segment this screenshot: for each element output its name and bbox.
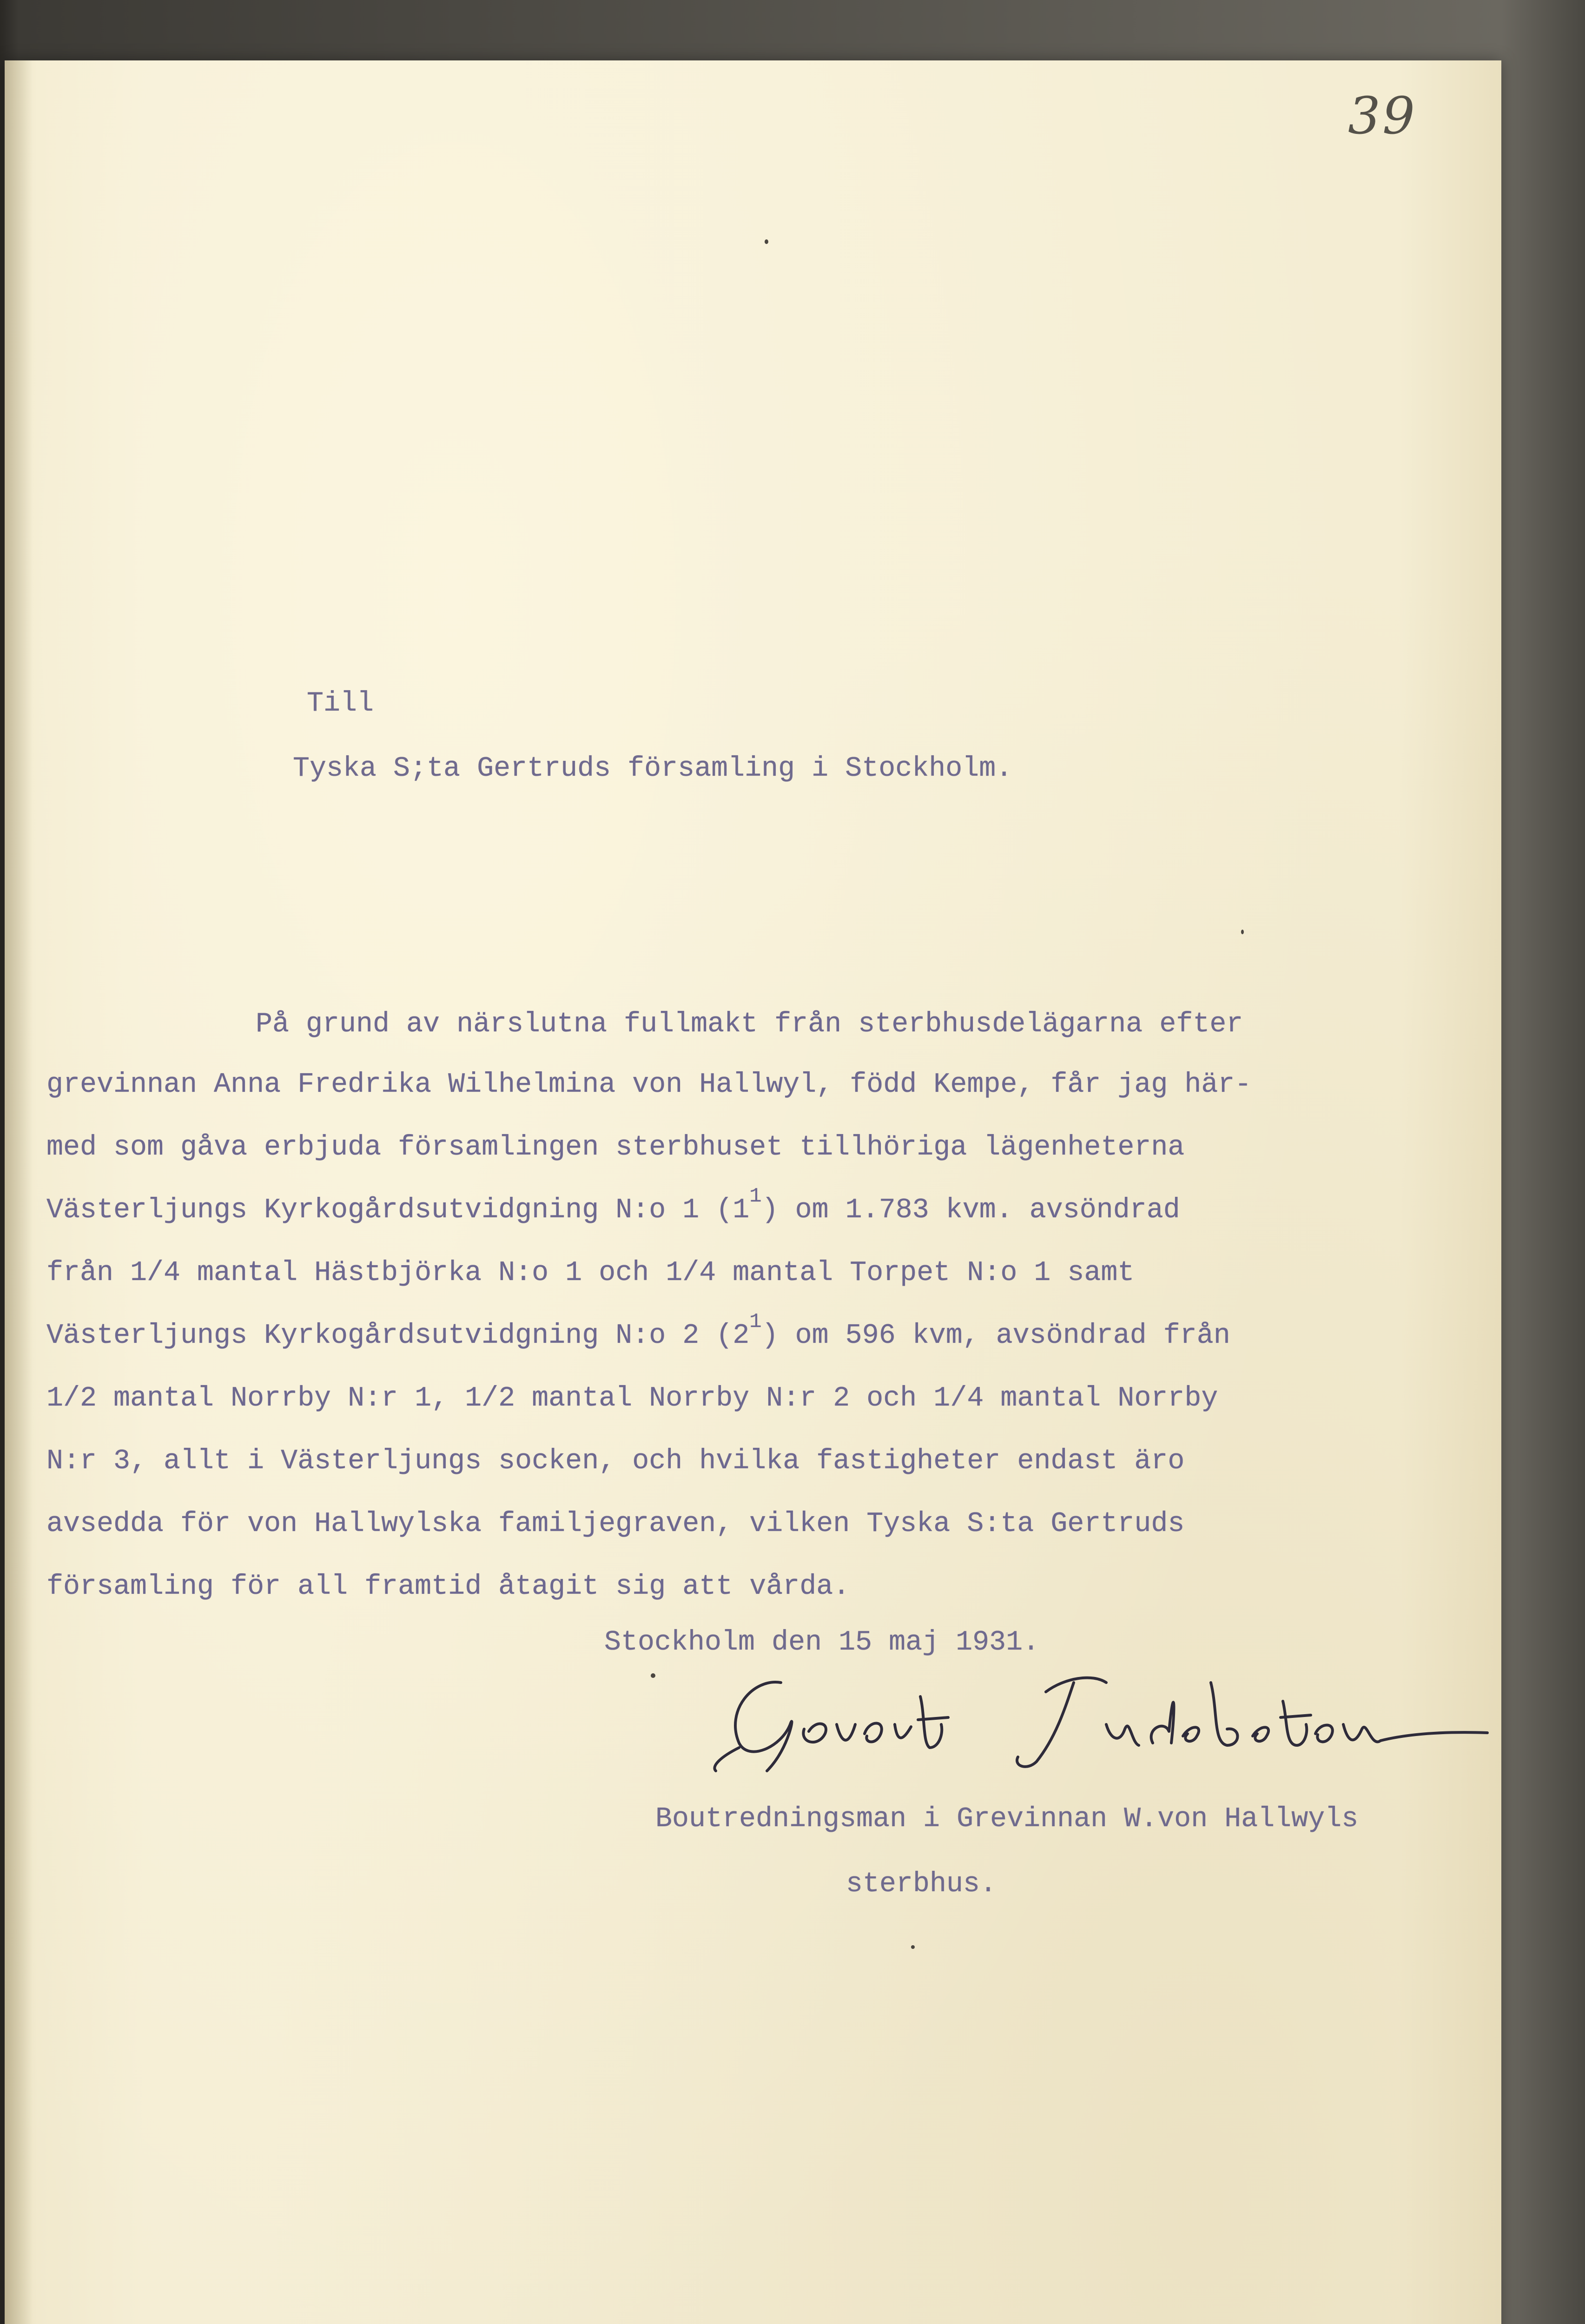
body-line-9: avsedda för von Hallwylska familjegraven, vilken Tyska S:ta Gertruds (46, 1508, 1185, 1540)
paper-speck (1241, 930, 1244, 934)
signer-title-line-2: sterbhus. (846, 1868, 997, 1900)
superscript-2: 1 (749, 1310, 762, 1334)
paper-speck (651, 1673, 655, 1678)
body-line-8: N:r 3, allt i Västerljungs socken, och hvilka fastigheter endast äro (46, 1446, 1185, 1477)
body-line-6-end: ) om 596 kvm, avsöndrad från (761, 1320, 1230, 1352)
place-date: Stockholm den 15 maj 1931. (604, 1627, 1040, 1658)
body-line-4-start: Västerljungs Kyrkogårdsutvidgning N:o 1 (1 (46, 1195, 750, 1226)
body-line-7: 1/2 mantal Norrby N:r 1, 1/2 mantal Norrby N:r 2 och 1/4 mantal Norrby (46, 1383, 1218, 1414)
body-line-4-end: ) om 1.783 kvm. avsöndrad (761, 1195, 1180, 1226)
body-line-5: från 1/4 mantal Hästbjörka N:o 1 och 1/4 mantal Torpet N:o 1 samt (46, 1257, 1135, 1289)
page-number: 39 (1348, 86, 1417, 145)
body-line-1: På grund av närslutna fullmakt från sterbhusdelägarna efter (256, 1009, 1243, 1040)
binding-shadow (5, 60, 33, 2324)
signer-title-line-1: Boutredningsman i Grevinnan W.von Hallwyls (655, 1803, 1359, 1835)
body-line-6 (46, 1310, 1230, 1352)
superscript-1: 1 (749, 1185, 762, 1208)
body-line-10: församling för all framtid åtagit sig att vårda. (46, 1571, 850, 1603)
body-line-2: grevinnan Anna Fredrika Wilhelmina von Hallwyl, född Kempe, får jag här- (46, 1069, 1252, 1101)
body-line-6-start: Västerljungs Kyrkogårdsutvidgning N:o 2 (2 (46, 1320, 750, 1352)
paper-speck (911, 1945, 915, 1949)
addressee-line-2: Tyska S;ta Gertruds församling i Stockholm. (293, 753, 1013, 785)
addressee-line-1: Till (307, 688, 374, 720)
paper-speck (765, 239, 768, 244)
body-line-3: med som gåva erbjuda församlingen sterbhuset tillhöriga lägenheterna (46, 1132, 1185, 1163)
body-line-4 (46, 1185, 1180, 1226)
handwritten-signature (711, 1655, 1492, 1776)
